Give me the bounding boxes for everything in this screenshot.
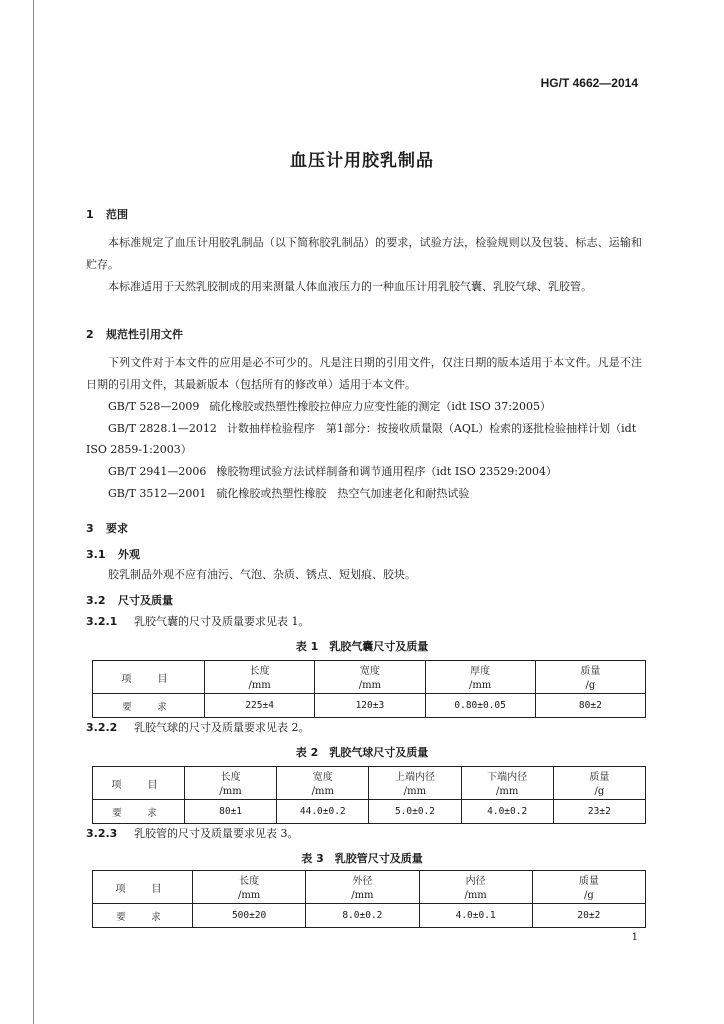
column-name: 宽度 — [277, 767, 369, 784]
section-2-heading — [86, 326, 183, 342]
column-unit: /mm — [277, 783, 369, 800]
subsection-title: 外观 — [118, 548, 140, 561]
row-label: 要 求 — [93, 904, 193, 928]
clause-number: 3.2.1 — [86, 615, 118, 628]
clause-text: 乳胶管的尺寸及质量要求见表 3。 — [134, 827, 299, 840]
table-cell: 80±1 — [185, 800, 277, 824]
column-unit: /g — [553, 783, 645, 800]
column-unit: /mm — [369, 783, 461, 800]
section-1-paragraph-2: 本标准适用于天然乳胶制成的用来测量人体血液压力的一种血压计用乳胶气囊、乳胶气球、乳胶管。 — [108, 280, 592, 293]
table-header-item: 项 目 — [93, 661, 205, 694]
column-unit: /mm — [315, 677, 425, 694]
section-1-heading — [86, 206, 128, 222]
table-row — [93, 800, 646, 824]
table-cell: 44.0±0.2 — [277, 800, 369, 824]
reference-title: 橡胶物理试验方法试样制备和调节通用程序（idt ISO 23529:2004） — [216, 465, 557, 478]
subsection-3-2-heading — [86, 592, 173, 608]
clause-3-2-1 — [86, 613, 310, 629]
reference-code: GB/T 2941—2006 — [108, 465, 207, 478]
subsection-3-1-heading — [86, 546, 140, 562]
column-name: 质量 — [532, 871, 645, 888]
column-name: 下端内径 — [461, 767, 553, 784]
section-title: 要求 — [106, 522, 128, 535]
section-number: 2 — [86, 328, 94, 341]
subsection-3-1-text: 胶乳制品外观不应有油污、气泡、杂质、锈点、短划痕、胶块。 — [108, 568, 416, 581]
clause-text: 乳胶气球的尺寸及质量要求见表 2。 — [134, 721, 310, 734]
row-label: 要 求 — [93, 800, 185, 824]
reference-title: 计数抽样检验程序 第1部分：按接收质量限（AQL）检索的逐批检验抽样计划（idt ISO 2859-1:2003） — [86, 422, 637, 456]
section-number: 3 — [86, 522, 94, 535]
reference-item — [86, 461, 642, 482]
table-cell: 500±20 — [193, 904, 306, 928]
column-unit: /mm — [461, 783, 553, 800]
column-name: 宽度 — [315, 661, 425, 678]
reference-title: 硫化橡胶或热塑性橡胶 热空气加速老化和耐热试验 — [216, 487, 470, 500]
clause-3-2-3 — [86, 825, 299, 841]
column-unit: /mm — [425, 677, 535, 694]
column-name: 厚度 — [425, 661, 535, 678]
table-cell: 4.0±0.2 — [461, 800, 553, 824]
reference-item — [86, 396, 642, 417]
table-1 — [92, 660, 646, 718]
subsection-title: 尺寸及质量 — [118, 594, 173, 607]
column-unit: /mm — [185, 783, 277, 800]
section-2-paragraph: 下列文件对于本文件的应用是必不可少的。凡是注日期的引用文件，仅注日期的版本适用于本文件。凡是不注日期的引用文件，其最新版本（包括所有的修改单）适用于本文件。 — [86, 356, 642, 391]
table-cell: 23±2 — [553, 800, 645, 824]
section-1-paragraph-1: 本标准规定了血压计用胶乳制品（以下简称胶乳制品）的要求，试验方法，检验规则以及包装、标志、运输和贮存。 — [86, 236, 642, 271]
table-row — [93, 694, 646, 718]
column-name: 长度 — [193, 871, 306, 888]
column-name: 质量 — [553, 767, 645, 784]
table-cell: 225±4 — [205, 694, 315, 718]
table-2-caption: 表 2 乳胶气球尺寸及质量 — [295, 746, 429, 759]
table-1-caption: 表 1 乳胶气囊尺寸及质量 — [295, 640, 429, 653]
clause-3-2-2 — [86, 719, 310, 735]
column-unit: /mm — [306, 887, 419, 904]
subsection-number: 3.1 — [86, 548, 106, 561]
subsection-number: 3.2 — [86, 594, 106, 607]
page-number: 1 — [631, 932, 638, 943]
column-unit: /mm — [193, 887, 306, 904]
table-cell: 5.0±0.2 — [369, 800, 461, 824]
table-cell: 8.0±0.2 — [306, 904, 419, 928]
table-cell: 80±2 — [535, 694, 645, 718]
table-3-caption: 表 3 乳胶管尺寸及质量 — [301, 852, 423, 865]
table-cell: 0.80±0.05 — [425, 694, 535, 718]
column-name: 外径 — [306, 871, 419, 888]
clause-number: 3.2.2 — [86, 721, 118, 734]
section-3-heading — [86, 520, 128, 536]
section-number: 1 — [86, 208, 94, 221]
column-unit: /g — [532, 887, 645, 904]
table-cell: 4.0±0.1 — [419, 904, 532, 928]
reference-item — [86, 483, 642, 504]
column-unit: /g — [535, 677, 645, 694]
column-name: 质量 — [535, 661, 645, 678]
table-2 — [92, 766, 646, 824]
column-name: 长度 — [205, 661, 315, 678]
standard-code: HG/T 4662—2014 — [540, 76, 638, 90]
column-name: 长度 — [185, 767, 277, 784]
section-title: 规范性引用文件 — [106, 328, 183, 341]
clause-number: 3.2.3 — [86, 827, 118, 840]
table-header-item: 项 目 — [93, 767, 185, 800]
reference-item — [86, 418, 642, 460]
column-name: 内径 — [419, 871, 532, 888]
table-row — [93, 904, 646, 928]
column-unit: /mm — [205, 677, 315, 694]
reference-code: GB/T 2828.1—2012 — [108, 422, 217, 435]
clause-text: 乳胶气囊的尺寸及质量要求见表 1。 — [134, 615, 310, 628]
column-unit: /mm — [419, 887, 532, 904]
reference-title: 硫化橡胶或热塑性橡胶拉伸应力应变性能的测定（idt ISO 37:2005） — [209, 400, 551, 413]
table-header-item: 项 目 — [93, 871, 193, 904]
reference-code: GB/T 3512—2001 — [108, 487, 207, 500]
column-name: 上端内径 — [369, 767, 461, 784]
section-title: 范围 — [106, 208, 128, 221]
table-cell: 20±2 — [532, 904, 645, 928]
row-label: 要 求 — [93, 694, 205, 718]
table-cell: 120±3 — [315, 694, 425, 718]
reference-code: GB/T 528—2009 — [108, 400, 200, 413]
page-title: 血压计用胶乳制品 — [290, 151, 434, 171]
table-3 — [92, 870, 646, 928]
